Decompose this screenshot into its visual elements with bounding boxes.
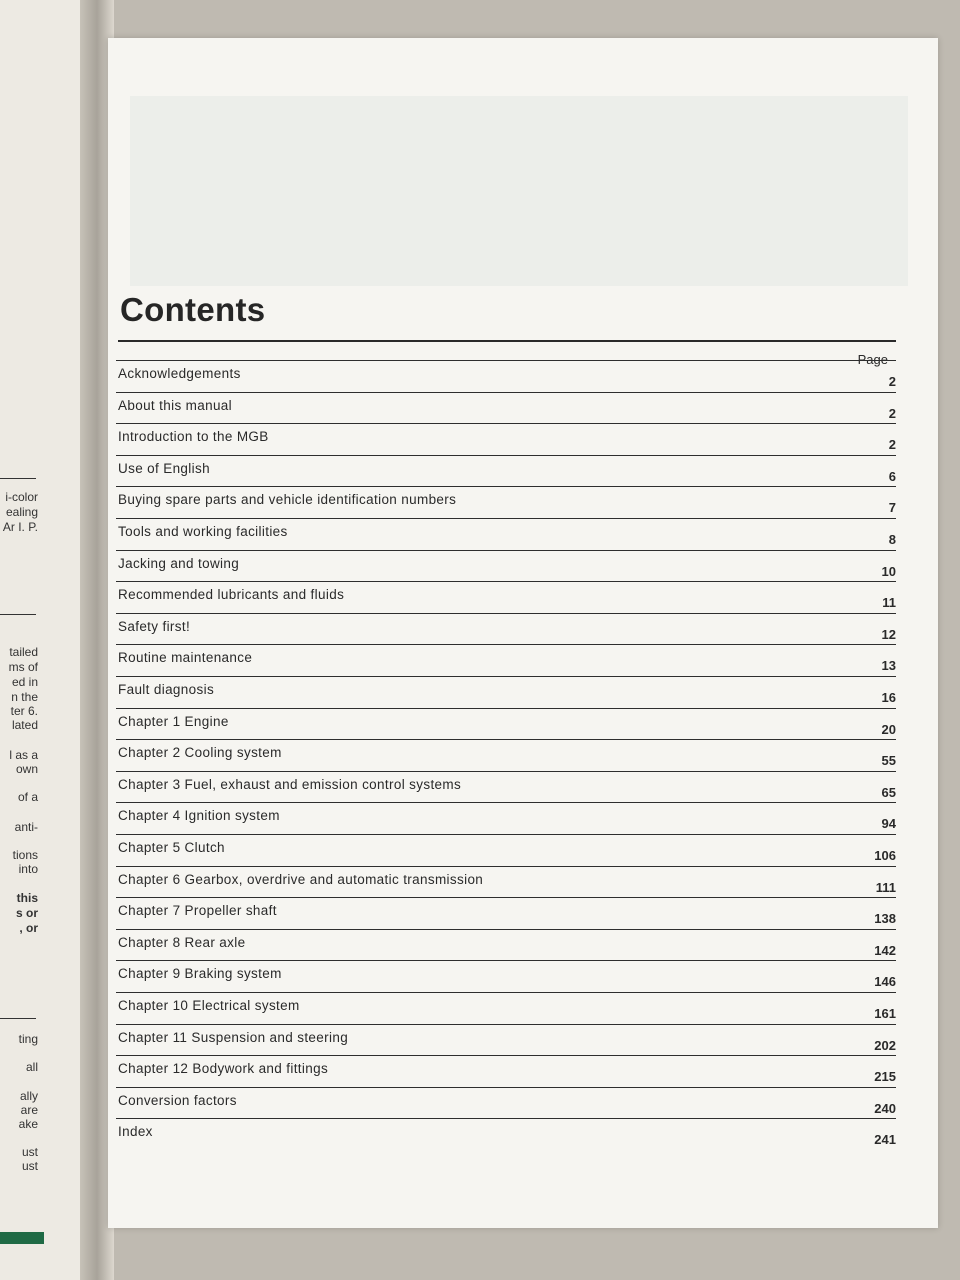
toc-entry-title: Chapter 3 Fuel, exhaust and emission control systems [118,776,462,792]
facing-page-fragment: n the [11,690,38,704]
page-column-header: Page [857,352,888,367]
facing-page-fragment: into [18,862,38,876]
toc-entry-title: Chapter 4 Ignition system [118,808,280,824]
toc-entry [116,423,896,456]
toc-entry-page: 12 [881,626,896,642]
toc-entry-page: 7 [888,500,896,516]
toc-entry-page: 2 [888,437,896,453]
toc-entry-title: Chapter 12 Bodywork and fittings [118,1061,329,1077]
facing-page-fragment: ake [18,1117,38,1131]
toc-entry-page: 55 [881,753,896,769]
toc-entry-page: 11 [882,595,896,611]
toc-entry-title: Chapter 6 Gearbox, overdrive and automatic transmission [118,871,484,887]
toc-entry [116,929,896,962]
toc-entry-title: Tools and working facilities [118,524,288,539]
facing-page-fragment: tions [12,848,38,862]
facing-page-fragment: ed in [11,675,38,689]
toc-entry [116,676,896,709]
toc-entry-page: 142 [874,942,896,958]
toc-entry-page: 146 [874,974,896,990]
toc-entry [116,644,896,677]
toc-entry-page: 2 [888,405,896,421]
toc-entry-title: Chapter 9 Braking system [118,966,282,982]
toc-entry-title: Introduction to the MGB [118,429,269,445]
facing-page-fragment: ally [19,1089,38,1103]
toc-entry [116,518,896,551]
facing-page-fragment: are [20,1103,38,1117]
facing-page [0,0,82,1280]
facing-page-fragment: tailed [9,645,38,659]
facing-page-fragment: s or [15,906,38,920]
toc-entry-page: 16 [881,690,896,705]
toc-entry [116,550,896,583]
toc-entry-page: 13 [881,658,896,674]
toc-entry-page: 241 [874,1132,896,1148]
facing-page-fragment: l as a [9,748,38,762]
facing-page-fragment: this [16,891,38,905]
toc-entry [116,1118,896,1151]
table-of-contents [108,38,938,1228]
toc-entry [116,960,896,993]
book-cover-edge [0,1232,44,1244]
toc-entry-title: Jacking and towing [118,555,240,571]
facing-page-fragment: all [25,1060,38,1074]
facing-page-rule [0,614,36,615]
toc-entry-page: 161 [874,1006,896,1021]
page-title: Contents [120,291,266,328]
toc-entry-page: 202 [874,1037,896,1053]
facing-page-fragment: ting [18,1032,38,1046]
facing-page-fragment: ms of [8,660,38,674]
toc-entry-title: Safety first! [118,618,191,634]
facing-page-fragment: of a [17,790,38,804]
toc-entry-title: Buying spare parts and vehicle identification numbers [118,492,457,508]
toc-entry-page: 240 [874,1100,896,1116]
toc-entry-page: 65 [881,784,896,800]
toc-entry [116,581,896,614]
toc-entry-page: 20 [881,721,896,737]
toc-entry-title: Conversion factors [118,1092,237,1108]
toc-entry [116,1024,896,1057]
toc-entry [116,992,896,1025]
toc-entry [116,897,896,930]
facing-page-fragment: ust [21,1145,38,1159]
toc-entry-title: Chapter 10 Electrical system [118,998,300,1013]
toc-entry [116,486,896,519]
toc-entry [116,739,896,772]
toc-entry-title: About this manual [118,397,233,413]
facing-page-fragment: ter 6. [10,704,38,718]
facing-page-fragment: ust [21,1159,38,1173]
toc-entry-title: Fault diagnosis [118,682,215,697]
toc-entry-page: 215 [874,1069,896,1085]
toc-entry-title: Chapter 11 Suspension and steering [118,1029,349,1045]
facing-page-fragment: ealing [5,505,38,519]
toc-entry-title: Index [118,1124,153,1140]
toc-entry-title: Use of English [118,460,210,476]
toc-entry-page: 138 [874,911,896,927]
toc-entry [116,866,896,899]
facing-page-rule [0,478,36,479]
toc-entry [116,834,896,867]
facing-page-fragment: i-color [5,490,38,504]
toc-entry [116,771,896,804]
toc-entry [116,802,896,835]
toc-entry-page: 106 [874,848,896,863]
toc-entry-page: 2 [888,374,896,389]
facing-page-fragment: Ar I. P. [2,520,38,534]
facing-page-text [0,0,78,1280]
contents-page [108,38,938,1228]
toc-entry [116,455,896,488]
toc-entry-page: 94 [881,816,896,832]
facing-page-fragment: , or [19,921,38,935]
toc-entry-page: 10 [881,563,896,579]
toc-entry [116,392,896,425]
toc-entry-title: Chapter 1 Engine [118,713,229,729]
toc-entry [116,1087,896,1120]
toc-entry-page: 6 [888,468,896,484]
facing-page-fragment: lated [11,718,38,732]
toc-entry [116,360,896,393]
toc-entry-title: Chapter 8 Rear axle [118,934,246,950]
toc-entry-title: Chapter 7 Propeller shaft [118,903,277,919]
toc-entry-page: 8 [888,532,896,547]
toc-entry [116,1055,896,1088]
toc-entry-title: Chapter 5 Clutch [118,840,225,855]
toc-entry-page: 111 [875,879,896,895]
toc-entry-title: Chapter 2 Cooling system [118,745,282,761]
toc-entry-title: Acknowledgements [118,366,241,381]
facing-page-fragment: own [15,762,38,776]
toc-entry [116,613,896,646]
toc-entry-title: Recommended lubricants and fluids [118,587,345,603]
facing-page-fragment: anti- [14,820,38,834]
toc-entry-title: Routine maintenance [118,650,253,666]
toc-entry [116,708,896,741]
facing-page-rule [0,1018,36,1019]
